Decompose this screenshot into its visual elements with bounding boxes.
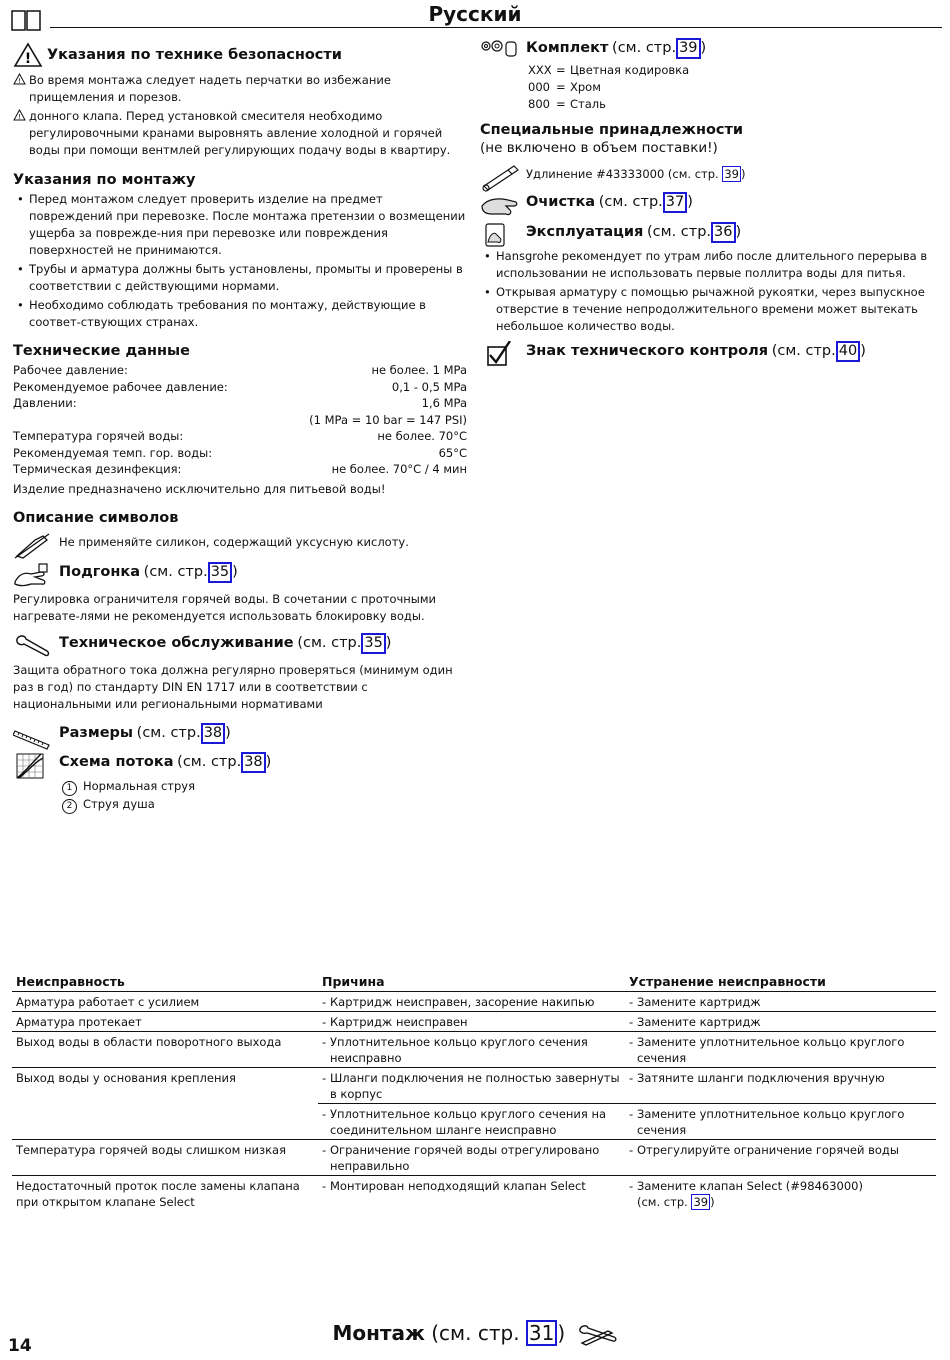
tech-row: (1 MPa = 10 bar = 147 PSI) <box>309 412 467 427</box>
tech-table <box>13 362 467 478</box>
list-item: • Hansgrohe рекомендует по утрам либо после длительного перерыва в использовании не использовать первые поллитра воды для питья. <box>480 248 932 282</box>
operation-heading: Эксплуатация (см. стр. 36 ) <box>480 222 932 246</box>
flow-item: 1 Нормальная струя <box>62 778 467 796</box>
approval-heading: Знак технического контроля (см. стр. 40 ) <box>480 341 932 367</box>
accessory-extension: Удлинение #43333000 (см. стр. 39 ) <box>480 164 932 188</box>
tech-row: Рекомендуемое рабочее давление: 0,1 - 0,5 MPa <box>13 379 467 394</box>
symbol-silicone: Не применяйте силикон, содержащий уксусную кислоту. <box>13 532 467 558</box>
tech-note: Изделие предназначено исключительно для питьевой воды! <box>13 481 386 496</box>
table-header-row <box>12 972 936 992</box>
ruler-icon <box>13 723 53 751</box>
adjust-text: Регулировка ограничителя горячей воды. В сочетании с проточными нагревате-лями не рекомендуется использовать блокировку воды. <box>13 591 437 623</box>
flow-item: 2 Струя душа <box>62 796 467 814</box>
table-row: Недостаточный проток после замены клапана при открытом клапане Select - Монтирован неподходящий клапан Select - Замените клапан Select (#98463000) (см. стр. 39 ) <box>12 1176 936 1212</box>
page-link[interactable]: 31 <box>526 1320 557 1346</box>
page-link[interactable]: 38 <box>201 723 225 744</box>
tech-title: Технические данные <box>13 343 191 359</box>
page-link[interactable]: 36 <box>711 222 735 243</box>
kit-code-row: 800 = Сталь <box>528 97 606 111</box>
warning-icon <box>13 42 43 68</box>
page-link[interactable]: 35 <box>208 562 232 583</box>
flow-chart-icon <box>13 752 53 780</box>
adjust-hand-icon <box>13 562 53 590</box>
operation-list <box>480 248 932 335</box>
kit-codes <box>528 62 932 113</box>
list-item: • Трубы и арматура должны быть установлены, промыты и проверены в соответствии с действующими нормами. <box>13 261 467 295</box>
page-link[interactable]: 35 <box>361 633 385 654</box>
tech-row: Температура горячей воды: не более. 70°C <box>13 429 467 443</box>
symbols-title: Описание символов <box>13 509 179 526</box>
symbol-flow: Схема потока (см. стр. 38 ) <box>13 752 467 778</box>
cleaning-hand-icon <box>480 192 520 220</box>
tools-icon <box>578 1323 618 1347</box>
wrench-icon <box>13 633 53 661</box>
table-row: Арматура протекает - Картридж неисправен - Замените картридж <box>12 1012 936 1032</box>
no-silicone-icon <box>13 532 53 560</box>
svg-text:!: ! <box>24 51 32 67</box>
small-warning-icon <box>13 109 26 121</box>
troubleshooting-table <box>12 972 936 1211</box>
svg-text:!: ! <box>18 113 21 121</box>
accessories-sub: (не включено в объем поставки!) <box>480 140 718 156</box>
accessories-title: Специальные принадлежности <box>480 122 744 138</box>
kit-heading: Комплект (см. стр. 39 ) <box>480 38 932 64</box>
column-header: Причина <box>318 972 625 992</box>
table-row: Выход воды у основания крепления - Шланги подключения не полностью завернуты в корпус - Затяните шланги подключения вручную <box>12 1068 936 1104</box>
right-column <box>480 38 932 367</box>
safety-heading <box>13 44 467 70</box>
symbol-dims: Размеры (см. стр. 38 ) <box>13 723 467 749</box>
table-row: Выход воды в области поворотного выхода - Уплотнительное кольцо круглого сечения неисправно - Замените уплотнительное кольцо круглого сечения <box>12 1032 936 1068</box>
header-rule <box>50 27 942 28</box>
table-row: Арматура работает с усилием - Картридж неисправен, засорение накипью - Замените картридж <box>12 992 936 1012</box>
page-number: 14 <box>8 1336 32 1356</box>
tech-row: Давлении: 1,6 MPa <box>13 396 467 410</box>
mounting-title: Указания по монтажу <box>13 172 196 188</box>
mounting-list <box>13 191 467 331</box>
page-link[interactable]: 39 <box>724 167 739 181</box>
symbol-service: Техническое обслуживание (см. стр. 35 ) <box>13 633 467 659</box>
extension-icon <box>480 164 520 192</box>
table-row: - Уплотнительное кольцо круглого сечения на соединительном шланге неисправно - Замените уплотнительное кольцо круглого сечения <box>12 1104 936 1140</box>
page-link[interactable]: 39 <box>693 1195 709 1209</box>
page-link[interactable]: 39 <box>676 38 700 59</box>
kit-code-row: XXX = Цветная кодировка <box>528 63 690 77</box>
kit-code-row: 000 = Хром <box>528 80 601 94</box>
page-link[interactable]: 40 <box>836 341 860 362</box>
tech-row: Термическая дезинфекция: не более. 70°C / 4 мин <box>13 462 467 476</box>
page-link[interactable]: 37 <box>663 192 687 213</box>
list-item: • Перед монтажом следует проверить изделие на предмет повреждений при перевозке. После монтажа претензии о возмещении ущерба за поврежде-ния при перевозке или повреждения поверхностей не принимаются. <box>13 191 467 259</box>
left-column <box>13 44 467 814</box>
tech-row: Рабочее давление: не более. 1 MPa <box>13 363 467 377</box>
check-box-icon <box>480 341 520 369</box>
safety-item: ! Во время монтажа следует надеть перчатки во избежание прищемления и порезов. <box>13 72 467 106</box>
parts-kit-icon <box>480 38 520 66</box>
cleaning-heading: Очистка (см. стр. 37 ) <box>480 192 932 218</box>
service-text: Защита обратного тока должна регулярно проверяться (минимум один раз в год) по стандарту DIN EN 1717 или в соответствии с национальными или региональными нормативами <box>13 662 453 711</box>
flow-legend <box>62 778 467 814</box>
symbol-adjust: Подгонка (см. стр. 35 ) <box>13 562 467 588</box>
footer-title: Монтаж (см. стр. 31 ) <box>0 1320 950 1347</box>
table-row: Температура горячей воды слишком низкая - Ограничение горячей воды отрегулировано неправильно - Отрегулируйте ограничение горячей воды <box>12 1140 936 1176</box>
tech-row: Рекомендуемая темп. гор. воды: 65°C <box>13 445 467 460</box>
svg-text:!: ! <box>18 77 21 85</box>
small-warning-icon <box>13 73 26 85</box>
language-title: Русский <box>428 2 522 26</box>
page-link[interactable]: 38 <box>241 752 265 773</box>
safety-item: ! донного клапа. Перед установкой смесителя необходимо регулировочными кранами выровнять авление холодной и горячей воды при помощи вентмлей регулирующих подачу воды в квартиру. <box>13 108 467 159</box>
list-item: • Необходимо соблюдать требования по монтажу, действующие в соответ-ствующих странах. <box>13 297 467 331</box>
column-header: Устранение неисправности <box>625 972 936 992</box>
column-header: Неисправность <box>12 972 318 992</box>
operation-icon <box>480 222 520 250</box>
safety-title: Указания по технике безопасности <box>47 47 342 63</box>
list-item: • Открывая арматуру с помощью рычажной рукоятки, через выпускное отверстие в течение непродолжительного времени может вытекать небольшое количество воды. <box>480 284 932 335</box>
